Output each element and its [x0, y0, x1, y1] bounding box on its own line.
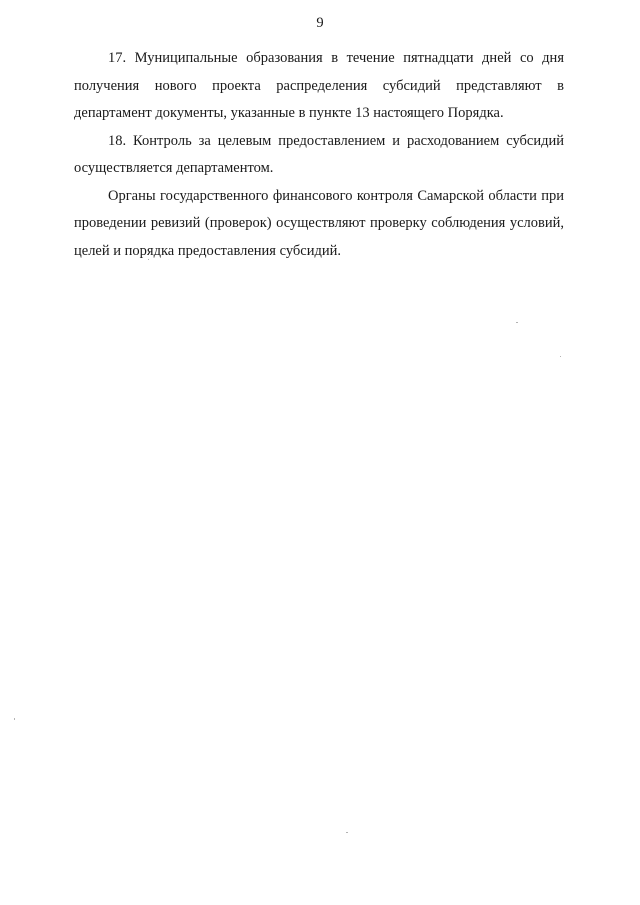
- scan-speck: [14, 718, 15, 720]
- paragraph-18: 18. Контроль за целевым предоставлением и расходованием субсидий осуществляется департаментом.: [74, 132, 564, 176]
- paragraph-financial-control: Органы государственного финансового контроля Самарской области при проведении ревизий (проверок) осуществляют проверку соблюдения условий, целей и порядка предоставления субсидий.: [74, 187, 564, 259]
- paragraph-17: 17. Муниципальные образования в течение пятнадцати дней со дня получения нового проекта распределения субсидий представляют в департамент документы, указанные в пункте 13 настоящего Порядка.: [74, 50, 564, 121]
- scan-speck: [346, 832, 348, 833]
- scan-speck: [516, 322, 518, 323]
- page-number: 9: [316, 15, 324, 31]
- document-body: [74, 45, 564, 265]
- scan-speck: [148, 259, 149, 260]
- scan-speck: [560, 356, 561, 357]
